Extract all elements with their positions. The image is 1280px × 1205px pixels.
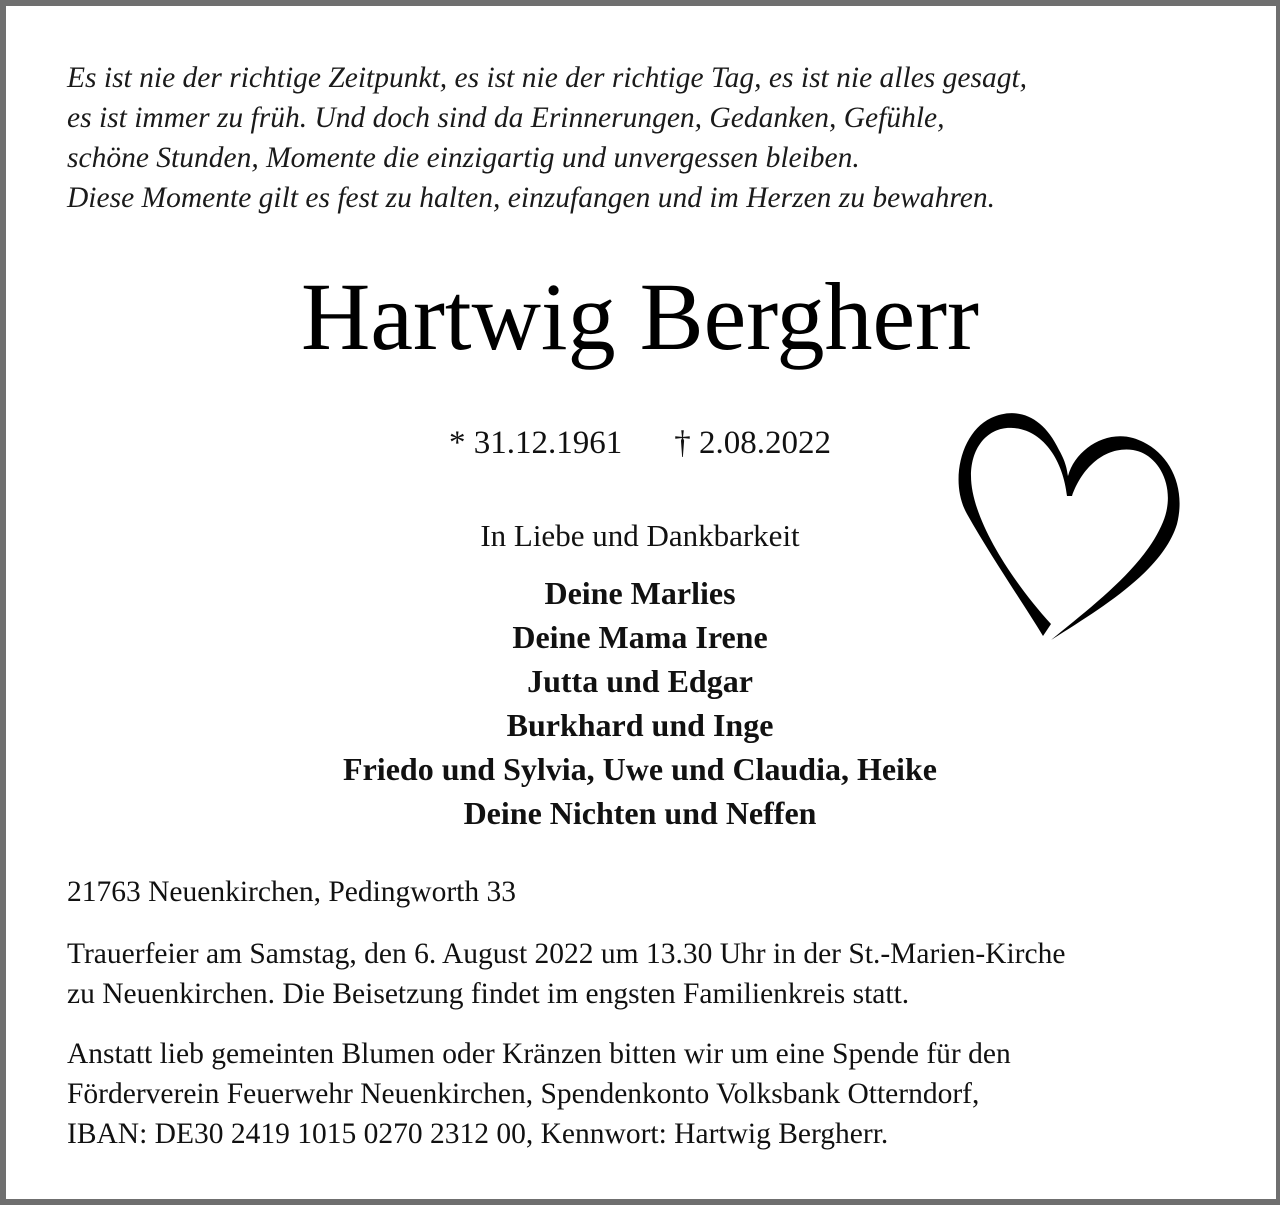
dedication-text: In Liebe und Dankbarkeit bbox=[480, 518, 800, 553]
donation-line: Anstatt lieb gemeinten Blumen oder Kränzen bitten wir um eine Spende für den bbox=[67, 1038, 1011, 1070]
quote-line: schöne Stunden, Momente die einzigartig und unvergessen bleiben. bbox=[67, 142, 860, 174]
funeral-line: zu Neuenkirchen. Die Beisetzung findet im engsten Familienkreis statt. bbox=[67, 978, 910, 1010]
border-tick bbox=[6, 126, 12, 128]
memorial-quote bbox=[67, 58, 1227, 218]
quote-line: es ist immer zu früh. Und doch sind da Erinnerungen, Gedanken, Gefühle, bbox=[67, 102, 945, 134]
border-tick bbox=[6, 1090, 12, 1092]
family-address: 21763 Neuenkirchen, Pedingworth 33 bbox=[67, 876, 516, 908]
quote-line: Diese Momente gilt es fest zu halten, einzufangen und im Herzen zu bewahren. bbox=[67, 182, 996, 214]
donation-notice bbox=[67, 1034, 1257, 1154]
mourner: Deine Marlies bbox=[544, 575, 736, 611]
donation-line: Förderverein Feuerwehr Neuenkirchen, Spendenkonto Volksbank Otterndorf, bbox=[67, 1078, 980, 1110]
mourners-list bbox=[0, 571, 1280, 835]
border-tick bbox=[6, 487, 12, 489]
mourner: Friedo und Sylvia, Uwe und Claudia, Heike bbox=[343, 751, 937, 787]
birth-date: * 31.12.1961 bbox=[449, 425, 623, 461]
donation-line: IBAN: DE30 2419 1015 0270 2312 00, Kennwort: Hartwig Bergherr. bbox=[67, 1118, 889, 1150]
funeral-line: Trauerfeier am Samstag, den 6. August 2022 um 13.30 Uhr in der St.-Marien-Kirche bbox=[67, 938, 1066, 970]
border-tick bbox=[6, 969, 12, 971]
quote-line: Es ist nie der richtige Zeitpunkt, es ist nie der richtige Tag, es ist nie alles gesagt, bbox=[67, 62, 1028, 94]
mourner: Deine Nichten und Neffen bbox=[463, 795, 817, 831]
funeral-notice bbox=[67, 934, 1257, 1014]
death-date: † 2.08.2022 bbox=[674, 425, 831, 461]
deceased-name: Hartwig Bergherr bbox=[301, 263, 979, 370]
border-tick bbox=[6, 246, 12, 248]
mourner: Jutta und Edgar bbox=[527, 663, 753, 699]
border-tick bbox=[6, 849, 12, 851]
mourner: Deine Mama Irene bbox=[512, 619, 768, 655]
mourner: Burkhard und Inge bbox=[506, 707, 774, 743]
